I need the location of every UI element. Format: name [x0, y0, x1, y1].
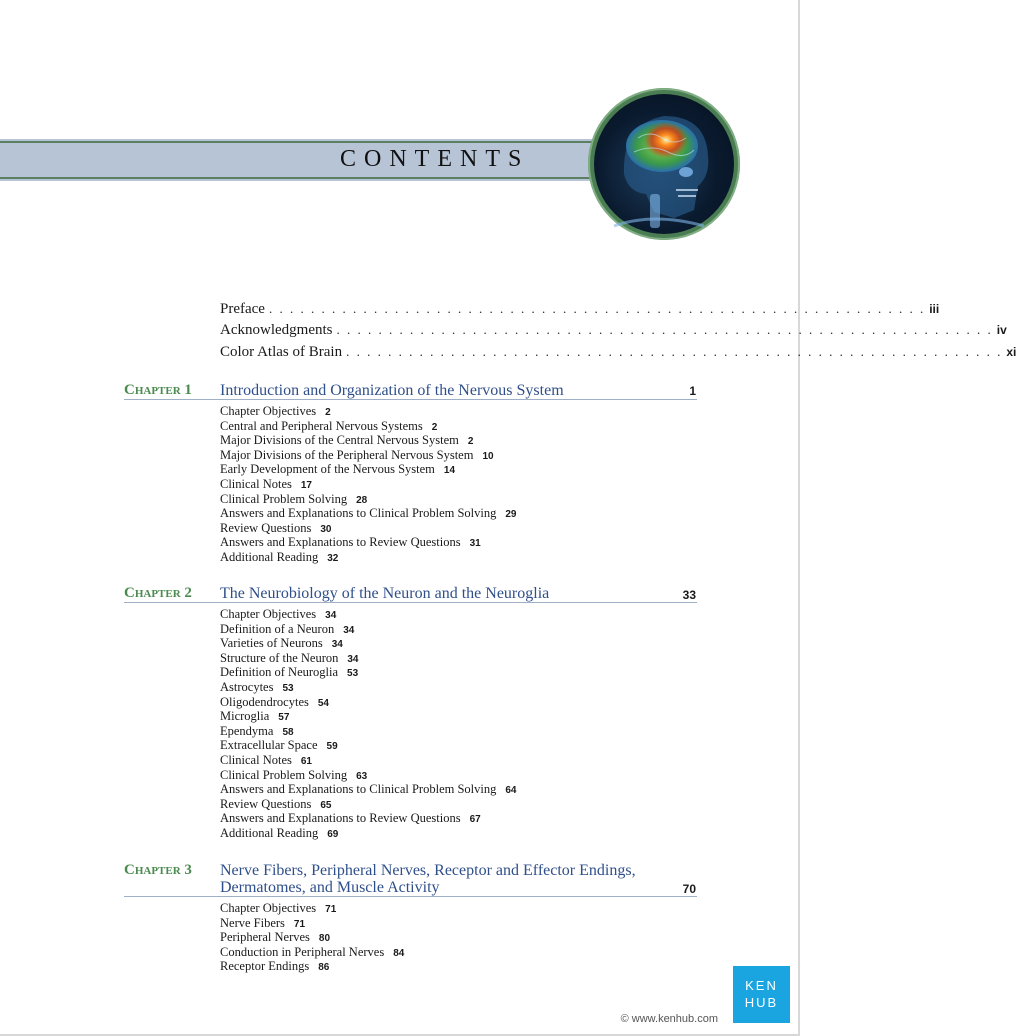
entry-page: 69 [327, 828, 339, 840]
list-item[interactable] [220, 930, 404, 945]
list-item[interactable] [220, 462, 517, 477]
entry-page: 10 [482, 450, 494, 462]
entry-label: Nerve Fibers [220, 915, 285, 930]
list-item[interactable] [220, 622, 517, 637]
entry-page: 71 [293, 918, 306, 930]
list-item[interactable] [220, 433, 517, 448]
entry-page: 32 [327, 552, 339, 564]
list-item[interactable] [220, 680, 517, 695]
list-item[interactable] [220, 521, 517, 536]
list-item[interactable] [220, 506, 517, 521]
entry-label: Color Atlas of Brain [220, 344, 343, 360]
entry-page: 34 [325, 610, 337, 621]
entry-label: Central and Peripheral Nervous Systems [220, 418, 423, 433]
list-item[interactable] [220, 916, 404, 931]
page-title: CONTENTS [340, 146, 530, 172]
entry-page: 14 [443, 465, 456, 477]
chapter-title[interactable] [220, 862, 636, 896]
entry-label: Answers and Explanations to Clinical Problem Solving [220, 782, 497, 797]
leader-dots: . . . . . . . . . . . . . . . . . . . . . . . . . . . . . . . . . . . . . . . . . . . . . . . . . . . . . . . . . . . . . . . [336, 322, 993, 337]
entry-label: Major Divisions of the Central Nervous System [220, 433, 459, 448]
entry-label: Answers and Explanations to Clinical Problem Solving [220, 506, 497, 521]
chapter-title-line: Dermatomes, and Muscle Activity [220, 879, 440, 896]
chapter-entries [220, 901, 404, 974]
entry-page: 71 [325, 904, 337, 915]
front-matter-entry[interactable] [220, 301, 940, 321]
entry-label: Chapter Objectives [220, 607, 317, 621]
list-item[interactable] [220, 419, 517, 434]
entry-page: xi [1006, 345, 1016, 359]
entry-label: Peripheral Nerves [220, 930, 310, 945]
logo-text-top: KEN [745, 978, 778, 993]
list-item[interactable] [220, 695, 517, 710]
list-item[interactable] [220, 782, 517, 797]
list-item[interactable] [220, 811, 517, 826]
entry-page: iv [996, 323, 1007, 337]
leader-dots: . . . . . . . . . . . . . . . . . . . . . . . . . . . . . . . . . . . . . . . . . . . . . . . . . . . . . . . . . . . . . . . [346, 344, 1003, 359]
entry-label: Preface [220, 301, 265, 317]
entry-page: 53 [347, 668, 359, 680]
leader-dots: . . . . . . . . . . . . . . . . . . . . . . . . . . . . . . . . . . . . . . . . . . . . . . . . . . . . . . . . . . . . . . . [268, 301, 926, 316]
logo-text-bottom: HUB [744, 995, 779, 1010]
list-item[interactable] [220, 607, 517, 622]
entry-page: 67 [469, 814, 481, 826]
list-item[interactable] [220, 724, 517, 739]
entry-label: Oligodendrocytes [220, 694, 309, 709]
list-item[interactable] [220, 753, 517, 768]
band-bottom-line [0, 177, 670, 179]
entry-page: 29 [505, 509, 517, 521]
list-item[interactable] [220, 665, 517, 680]
list-item[interactable] [220, 535, 517, 550]
entry-page: 86 [318, 962, 330, 974]
entry-label: Receptor Endings [220, 959, 310, 974]
entry-page: 80 [318, 933, 331, 945]
list-item[interactable] [220, 738, 517, 753]
list-item[interactable] [220, 901, 404, 916]
entry-page: iii [929, 302, 940, 316]
list-item[interactable] [220, 550, 517, 565]
chapter-entries [220, 404, 517, 565]
entry-label: Conduction in Peripheral Nerves [220, 944, 385, 959]
entry-label: Definition of a Neuron [220, 621, 335, 636]
list-item[interactable] [220, 826, 517, 841]
list-item[interactable] [220, 404, 517, 419]
entry-page: 64 [505, 785, 517, 797]
entry-label: Chapter Objectives [220, 901, 317, 915]
band-top-line [0, 141, 670, 143]
entry-label: Definition of Neuroglia [220, 665, 339, 680]
chapter-rule [124, 896, 697, 897]
list-item[interactable] [220, 797, 517, 812]
chapter-page: 1 [689, 384, 696, 398]
entry-page: 31 [469, 538, 481, 550]
entry-page: 53 [282, 682, 294, 694]
entry-page: 59 [326, 741, 338, 753]
entry-page: 30 [320, 523, 332, 535]
entry-label: Clinical Problem Solving [220, 767, 348, 782]
entry-label: Review Questions [220, 796, 312, 811]
entry-label: Extracellular Space [220, 738, 318, 753]
entry-page: 17 [300, 479, 312, 491]
list-item[interactable] [220, 477, 517, 492]
list-item[interactable] [220, 959, 404, 974]
entry-page: 61 [300, 755, 312, 767]
entry-label: Structure of the Neuron [220, 650, 339, 665]
list-item[interactable] [220, 768, 517, 783]
entry-label: Clinical Notes [220, 752, 292, 767]
entry-label: Clinical Problem Solving [220, 491, 348, 506]
entry-label: Acknowledgments [220, 322, 333, 338]
entry-label: Early Development of the Nervous System [220, 462, 435, 477]
entry-label: Additional Reading [220, 825, 319, 840]
entry-page: 58 [282, 726, 294, 738]
entry-page: 54 [317, 697, 329, 709]
brain-medallion [588, 88, 740, 240]
entry-page: 63 [356, 770, 368, 782]
list-item[interactable] [220, 448, 517, 463]
front-matter-entry[interactable] [220, 344, 1016, 364]
entry-page: 65 [320, 799, 332, 811]
entry-label: Additional Reading [220, 549, 319, 564]
list-item[interactable] [220, 945, 404, 960]
entry-page: 84 [393, 947, 405, 959]
entry-page: 28 [356, 494, 368, 506]
entry-label: Clinical Notes [220, 476, 292, 491]
entry-label: Ependyma [220, 723, 274, 738]
entry-page: 34 [331, 639, 343, 651]
entry-page: 34 [347, 653, 359, 665]
chapter-label: Chapter 1 [124, 382, 192, 398]
entry-label: Answers and Explanations to Review Questions [220, 535, 461, 550]
front-matter-entry[interactable] [220, 322, 1007, 342]
kenhub-url[interactable]: © www.kenhub.com [620, 1013, 718, 1025]
list-item[interactable] [220, 492, 517, 507]
entry-label: Major Divisions of the Peripheral Nervous System [220, 447, 474, 462]
entry-page: 2 [325, 407, 331, 418]
chapter-rule [124, 602, 697, 603]
chapter-label: Chapter 3 [124, 862, 192, 878]
entry-label: Varieties of Neurons [220, 636, 323, 651]
chapter-page: 33 [682, 588, 696, 602]
kenhub-logo[interactable] [733, 966, 790, 1023]
entry-label: Microglia [220, 709, 270, 724]
list-item[interactable] [220, 709, 517, 724]
chapter-rule [124, 399, 697, 400]
entry-page: 57 [278, 712, 290, 724]
entry-label: Astrocytes [220, 679, 274, 694]
entry-page: 2 [431, 421, 438, 433]
list-item[interactable] [220, 651, 517, 666]
entry-page: 2 [467, 436, 474, 448]
chapter-title[interactable]: The Neurobiology of the Neuron and the Neuroglia [220, 585, 550, 602]
brain-xray-icon [594, 94, 734, 234]
chapter-title-line: Nerve Fibers, Peripheral Nerves, Receptor and Effector Endings, [220, 862, 636, 879]
list-item[interactable] [220, 636, 517, 651]
entry-label: Answers and Explanations to Review Questions [220, 811, 461, 826]
entry-label: Chapter Objectives [220, 404, 317, 418]
chapter-entries [220, 607, 517, 841]
chapter-label: Chapter 2 [124, 585, 192, 601]
chapter-page: 70 [682, 882, 696, 896]
entry-label: Review Questions [220, 520, 312, 535]
chapter-title[interactable]: Introduction and Organization of the Nervous System [220, 382, 564, 399]
header-band [0, 139, 670, 181]
entry-page: 34 [343, 624, 355, 636]
